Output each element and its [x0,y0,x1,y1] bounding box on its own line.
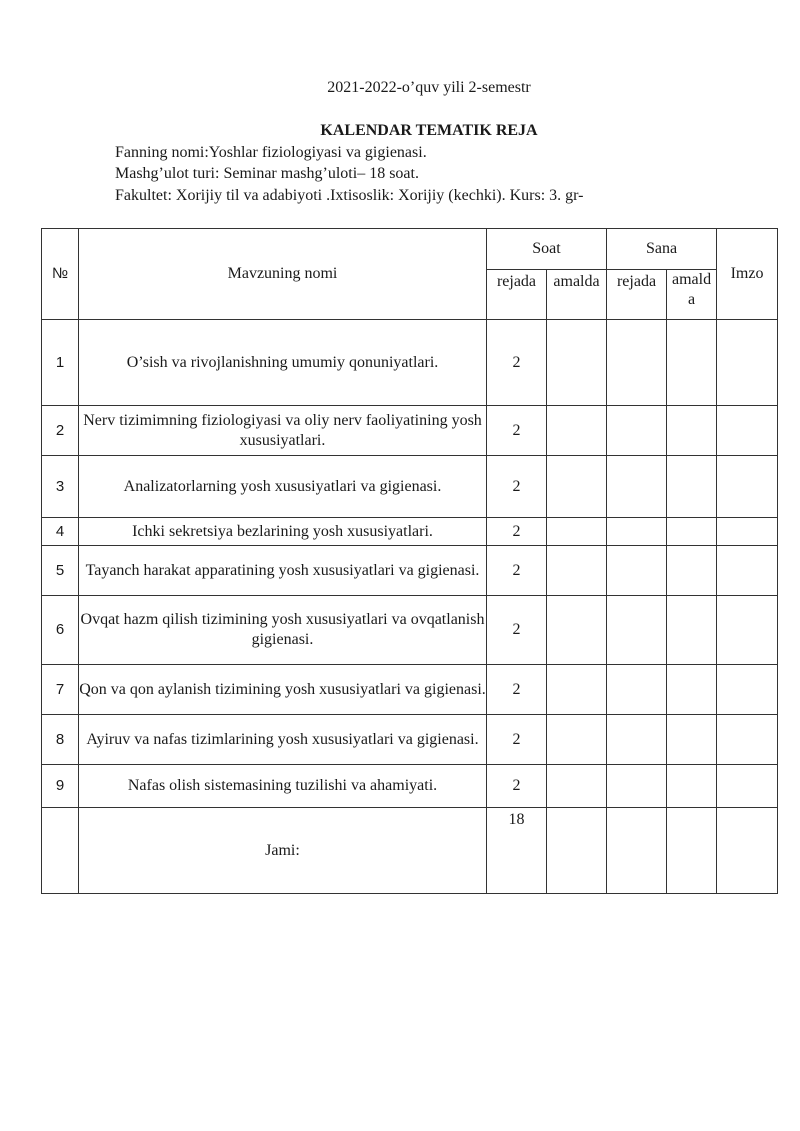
row-number: 2 [42,406,79,456]
column-header-soat-amalda: amalda [547,270,607,320]
hours-actual-cell [547,596,607,665]
hours-planned-cell: 2 [487,715,547,765]
date-actual-cell [667,765,717,808]
sana-amalda-part-2: a [687,291,696,308]
row-number: 3 [42,456,79,518]
date-planned-cell [607,808,667,894]
date-actual-cell [667,518,717,546]
signature-cell [717,765,778,808]
date-actual-cell [667,320,717,406]
column-header-topic: Mavzuning nomi [79,229,487,320]
date-actual-cell [667,546,717,596]
thematic-plan-table [41,228,778,894]
date-planned-cell [607,546,667,596]
faculty-line: Fakultet: Xorijiy til va adabiyoti .Ixtisoslik: Xorijiy (kechki). Kurs: 3. gr- [115,187,584,204]
topic-cell: Ayiruv va nafas tizimlarining yosh xususiyatlari va gigienasi. [79,715,487,765]
signature-cell [717,406,778,456]
table-row [42,596,778,665]
sana-amalda-part-1: amald [671,271,712,288]
date-actual-cell [667,665,717,715]
hours-actual-cell [547,808,607,894]
column-header-sana-rejada: rejada [607,270,667,320]
table-row [42,546,778,596]
hours-actual-cell [547,765,607,808]
total-number-cell [42,808,79,894]
table-row [42,665,778,715]
signature-cell [717,320,778,406]
date-actual-cell [667,596,717,665]
hours-planned-cell: 2 [487,320,547,406]
table-row [42,518,778,546]
hours-actual-cell [547,715,607,765]
hours-planned-cell: 2 [487,765,547,808]
hours-planned-cell: 2 [487,665,547,715]
hours-actual-cell [547,456,607,518]
row-number: 4 [42,518,79,546]
hours-actual-cell [547,665,607,715]
date-planned-cell [607,765,667,808]
column-group-sana: Sana [607,229,717,270]
date-planned-cell [607,456,667,518]
signature-cell [717,518,778,546]
topic-cell: Analizatorlarning yosh xususiyatlari va gigienasi. [79,456,487,518]
row-number: 1 [42,320,79,406]
hours-planned-cell: 2 [487,518,547,546]
date-planned-cell [607,518,667,546]
table-row [42,456,778,518]
total-hours: 18 [487,808,547,894]
column-group-soat: Soat [487,229,607,270]
topic-cell: Qon va qon aylanish tizimining yosh xususiyatlari va gigienasi. [79,665,487,715]
topic-cell: O’sish va rivojlanishning umumiy qonuniyatlari. [79,320,487,406]
table-row [42,406,778,456]
hours-actual-cell [547,518,607,546]
row-number: 8 [42,715,79,765]
row-number: 5 [42,546,79,596]
hours-actual-cell [547,406,607,456]
hours-actual-cell [547,320,607,406]
date-planned-cell [607,715,667,765]
academic-year-line: 2021-2022-o’quv yili 2-semestr [327,79,531,96]
row-number: 6 [42,596,79,665]
date-planned-cell [607,320,667,406]
hours-planned-cell: 2 [487,596,547,665]
column-header-number: № [42,229,79,320]
signature-cell [717,456,778,518]
signature-cell [717,665,778,715]
date-planned-cell [607,665,667,715]
topic-cell: Ichki sekretsiya bezlarining yosh xususiyatlari. [79,518,487,546]
date-actual-cell [667,406,717,456]
topic-cell: Ovqat hazm qilish tizimining yosh xususiyatlari va ovqatlanish gigienasi. [79,596,487,665]
hours-actual-cell [547,546,607,596]
row-number: 7 [42,665,79,715]
column-header-sana-amalda [667,270,717,320]
topic-cell: Nafas olish sistemasining tuzilishi va ahamiyati. [79,765,487,808]
date-actual-cell [667,808,717,894]
hours-planned-cell: 2 [487,406,547,456]
table-row [42,765,778,808]
total-label: Jami: [79,808,487,894]
table-row [42,715,778,765]
date-planned-cell [607,596,667,665]
topic-cell: Nerv tizimimning fiziologiyasi va oliy nerv faoliyatining yosh xususiyatlari. [79,406,487,456]
signature-cell [717,546,778,596]
hours-planned-cell: 2 [487,456,547,518]
signature-cell [717,596,778,665]
subject-name-line: Fanning nomi:Yoshlar fiziologiyasi va gigienasi. [115,144,427,161]
document-title: KALENDAR TEMATIK REJA [320,122,538,139]
topic-cell: Tayanch harakat apparatining yosh xususiyatlari va gigienasi. [79,546,487,596]
total-row [42,808,778,894]
date-actual-cell [667,456,717,518]
date-actual-cell [667,715,717,765]
date-planned-cell [607,406,667,456]
column-header-soat-rejada: rejada [487,270,547,320]
hours-planned-cell: 2 [487,546,547,596]
lesson-type-line: Mashg’ulot turi: Seminar mashg’uloti– 18 soat. [115,165,419,182]
row-number: 9 [42,765,79,808]
table-row [42,320,778,406]
signature-cell [717,808,778,894]
column-header-imzo: Imzo [717,229,778,320]
signature-cell [717,715,778,765]
